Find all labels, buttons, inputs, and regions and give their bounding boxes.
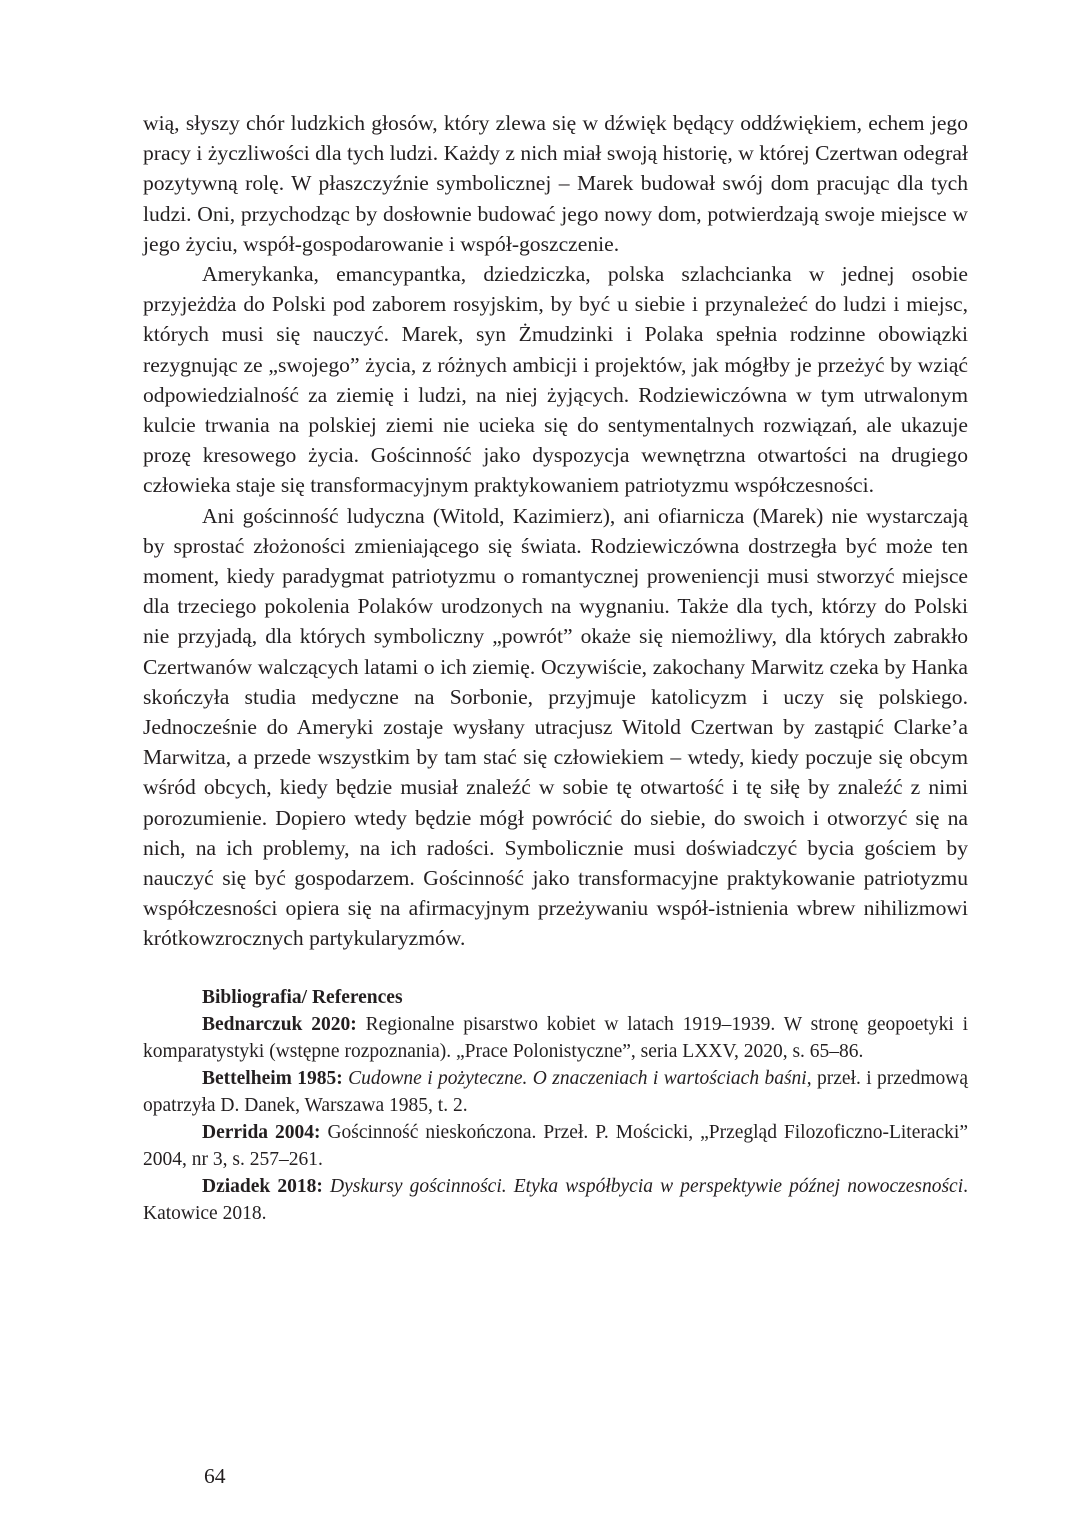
bibliography-entry bbox=[143, 1065, 968, 1119]
entry-title: Dyskursy gościnności. Etyka współbycia w perspektywie późnej nowoczesności bbox=[322, 1175, 964, 1197]
entry-details: , przeł. i przedmową opatrzyła D. Danek, Warszawa 1985, t. 2. bbox=[143, 1067, 968, 1116]
entry-author: Bednarczuk 2020: bbox=[202, 1013, 357, 1035]
paragraph-1: wią, słyszy chór ludzkich głosów, który zlewa się w dźwięk będący oddźwiękiem, echem jego pracy i życzliwości dla tych ludzi. Każdy z nich miał swoją historię, w której Czertwan odegrał pozytywną rolę. W płaszczyźnie symbolicznej – Marek budował swój dom pracując dla tych ludzi. Oni, przychodząc by dosłownie budować jego nowy dom, potwierdzają swoje miejsce w jego życiu, współ-gospodarowanie i współ-goszczenie. bbox=[143, 111, 968, 256]
bibliography-entry bbox=[143, 1011, 968, 1065]
entry-author: Dziadek 2018: bbox=[202, 1175, 323, 1197]
page-number: 64 bbox=[204, 1464, 226, 1488]
bibliography-entry bbox=[143, 1119, 968, 1173]
entry-author: Derrida 2004: bbox=[202, 1121, 321, 1143]
body-text bbox=[143, 108, 968, 954]
page-content bbox=[143, 108, 968, 1227]
entry-details: . Katowice 2018. bbox=[143, 1175, 968, 1224]
bibliography-heading: Bibliografia/ References bbox=[202, 986, 403, 1008]
entry-author: Bettelheim 1985: bbox=[202, 1067, 343, 1089]
entry-details: „Prace Polonistyczne”, seria LXXV, 2020, s. 65–86. bbox=[451, 1040, 864, 1062]
bibliography-entry bbox=[143, 1173, 968, 1227]
entry-title: Cudowne i pożyteczne. O znaczeniach i wartościach baśni bbox=[342, 1067, 807, 1089]
entry-details: Przeł. P. Mościcki, „Przegląd Filozoficzno-Literacki” 2004, nr 3, s. 257–261. bbox=[143, 1121, 968, 1170]
entry-title: Gościnność nieskończona. bbox=[320, 1121, 537, 1143]
paragraph-2: Amerykanka, emancypantka, dziedziczka, polska szlachcianka w jednej osobie przyjeżdża do Polski pod zaborem rosyjskim, by być u siebie i przynależeć do ludzi i miejsc, których musi się nauczyć. Marek, syn Żmudzinki i Polaka spełnia rodzinne obowiązki rezygnując ze „swojego” życia, z różnych ambicji i projektów, jak mógłby je przeżyć by wziąć odpowiedzialność za ziemię i ludzi, na niej żyjących. Rodziewiczówna w tym utrwalonym kulcie trwania na polskiej ziemi nie ucieka się do sentymentalnych rozwiązań, ale ukazuje prozę kresowego życia. Gościnność jako dyspozycja wewnętrzna otwartości na drugiego człowieka staje się transformacyjnym praktykowaniem patriotyzmu współczesności. bbox=[143, 262, 968, 498]
entry-title: Regionalne pisarstwo kobiet w latach 1919–1939. W stronę geopoetyki i komparatystyki (wstępne rozpoznania). bbox=[143, 1013, 968, 1062]
paragraph-3: Ani gościnność ludyczna (Witold, Kazimierz), ani ofiarnicza (Marek) nie wystarczają by sprostać złożoności zmieniającego się świata. Rodziewiczówna dostrzegła być może ten moment, kiedy paradygmat patriotyzmu o romantycznej proweniencji musi stworzyć miejsce dla trzeciego pokolenia Polaków urodzonych na wygnaniu. Także dla tych, którzy do Polski nie przyjadą, dla których symboliczny „powrót” okaże się niemożliwy, dla których zabrakło Czertwanów walczących latami o ich ziemię. Oczywiście, zakochany Marwitz czeka by Hanka skończyła studia medyczne na Sorbonie, przyjmuje katolicyzm i uczy się polskiego. Jednocześnie do Ameryki zostaje wysłany utracjusz Witold Czertwan by zastąpić Clarke’a Marwitza, a przede wszystkim by tam stać się człowiekiem – wtedy, kiedy poczuje się obcym wśród obcych, kiedy będzie musiał znaleźć w sobie tę otwartość i tę siłę by znaleźć z nimi porozumienie. Dopiero wtedy będzie mógł powrócić do siebie, do swoich i otworzyć się na nich, na ich problemy, na ich radości. Symbolicznie musi doświadczyć bycia gościem by nauczyć się być gospodarzem. Gościnność jako transformacyjne praktykowanie patriotyzmu współczesności opiera się na afirmacyjnym przeżywaniu współ-istnienia wbrew nihilizmowi krótkowzrocznych partykularyzmów. bbox=[143, 503, 968, 951]
bibliography bbox=[143, 984, 968, 1227]
